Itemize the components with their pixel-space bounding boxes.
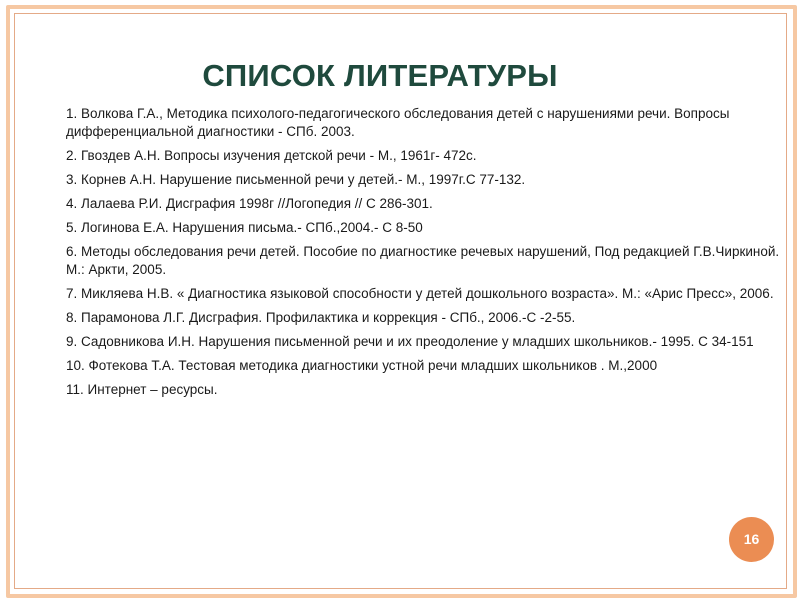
reference-item <box>49 309 789 327</box>
slide-frame-inner <box>14 13 787 589</box>
reference-item <box>49 381 789 399</box>
reference-text: 11. Интернет – ресурсы. <box>66 382 218 397</box>
reference-item <box>49 147 789 165</box>
reference-item <box>49 285 789 303</box>
reference-item <box>49 195 789 213</box>
slide-title: СПИСОК ЛИТЕРАТУРЫ <box>202 58 558 93</box>
reference-text: 9. Садовникова И.Н. Нарушения письменной речи и их преодоление у младших школьников.- 1995. С 34-151 <box>66 334 754 349</box>
reference-text: 10. Фотекова Т.А. Тестовая методика диагностики устной речи младших школьников . М.,2000 <box>66 358 658 373</box>
reference-item <box>49 243 789 279</box>
page-number-badge: 16 <box>729 517 774 562</box>
reference-item <box>49 333 789 351</box>
reference-item <box>49 219 789 237</box>
reference-text: 4. Лалаева Р.И. Дисграфия 1998г //Логопедия // С 286-301. <box>66 196 433 211</box>
reference-item <box>49 171 789 189</box>
reference-text: 1. Волкова Г.А., Методика психолого-педагогического обследования детей с нарушениями речи. Вопросы дифференциальной диагностики - СПб. 2003. <box>66 106 730 139</box>
reference-text: 6. Методы обследования речи детей. Пособие по диагностике речевых нарушений, Под редакцией Г.В.Чиркиной. М.: Аркти, 2005. <box>66 244 780 277</box>
reference-list <box>49 105 789 405</box>
reference-item <box>49 357 789 375</box>
reference-text: 3. Корнев А.Н. Нарушение письменной речи у детей.- М., 1997г.С 77-132. <box>66 172 526 187</box>
reference-text: 8. Парамонова Л.Г. Дисграфия. Профилактика и коррекция - СПб., 2006.-С -2-55. <box>66 310 576 325</box>
reference-text: 5. Логинова Е.А. Нарушения письма.- СПб.,2004.- С 8-50 <box>66 220 423 235</box>
reference-item <box>49 105 789 141</box>
reference-text: 2. Гвоздев А.Н. Вопросы изучения детской речи - М., 1961г- 472с. <box>66 148 477 163</box>
reference-text: 7. Микляева Н.В. « Диагностика языковой способности у детей дошкольного возраста». М.: «Арис Пресс», 2006. <box>66 286 774 301</box>
